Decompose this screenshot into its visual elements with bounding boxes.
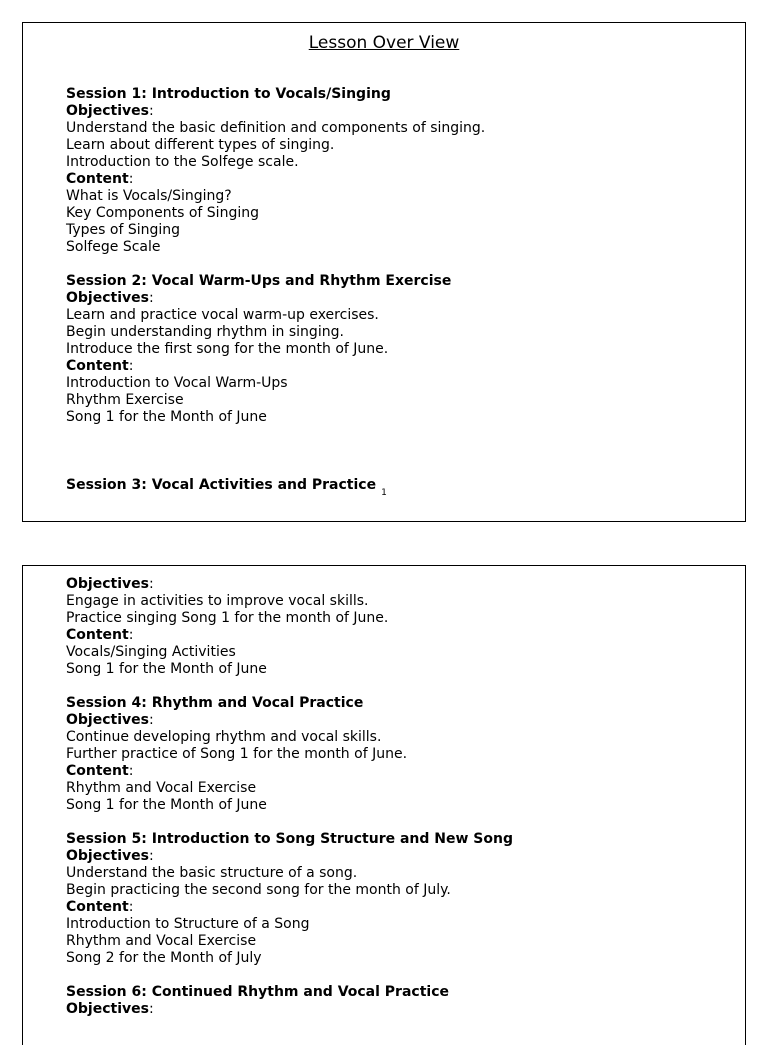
spacer xyxy=(66,814,725,831)
objectives-label: Objectives xyxy=(66,576,149,592)
spacer xyxy=(66,678,725,695)
session-1-content-heading: Content: xyxy=(66,171,134,187)
session-4-objective: Continue developing rhythm and vocal skills. xyxy=(66,729,382,745)
session-2-content-item: Song 1 for the Month of June xyxy=(66,409,267,425)
objectives-label: Objectives xyxy=(66,103,149,119)
objectives-label: Objectives xyxy=(66,848,149,864)
session-1-content-item: Types of Singing xyxy=(66,222,181,238)
session-3-content-item: Song 1 for the Month of June xyxy=(66,661,267,677)
spacer xyxy=(66,426,725,477)
session-2-objectives-heading: Objectives: xyxy=(66,290,154,306)
page-1-content xyxy=(66,86,725,494)
session-4-objective: Further practice of Song 1 for the month of June. xyxy=(66,746,408,762)
session-5-content-heading: Content: xyxy=(66,899,134,915)
session-3-objectives-heading: Objectives: xyxy=(66,576,154,592)
session-2-title: Session 2: Vocal Warm-Ups and Rhythm Exercise xyxy=(66,273,452,289)
document-title: Lesson Over View xyxy=(308,33,460,53)
spacer xyxy=(66,967,725,984)
session-1-objective: Learn about different types of singing. xyxy=(66,137,335,153)
objectives-label: Objectives xyxy=(66,290,149,306)
objectives-label: Objectives xyxy=(66,712,149,728)
session-4-objectives-heading: Objectives: xyxy=(66,712,154,728)
session-4-title: Session 4: Rhythm and Vocal Practice xyxy=(66,695,364,711)
session-5-content-item: Introduction to Structure of a Song xyxy=(66,916,310,932)
session-1-content-item: Solfege Scale xyxy=(66,239,161,255)
page-number: 1 xyxy=(381,488,387,498)
objectives-label: Objectives xyxy=(66,1001,149,1017)
session-2-content-item: Introduction to Vocal Warm-Ups xyxy=(66,375,288,391)
session-1-objective: Understand the basic definition and components of singing. xyxy=(66,120,486,136)
session-1-content-item: Key Components of Singing xyxy=(66,205,259,221)
content-label: Content xyxy=(66,171,129,187)
session-2-content-heading: Content: xyxy=(66,358,134,374)
content-label: Content xyxy=(66,899,129,915)
session-4-content-item: Song 1 for the Month of June xyxy=(66,797,267,813)
session-4-content-item: Rhythm and Vocal Exercise xyxy=(66,780,257,796)
session-5-content-item: Rhythm and Vocal Exercise xyxy=(66,933,257,949)
session-1-title: Session 1: Introduction to Vocals/Singing xyxy=(66,86,391,102)
spacer xyxy=(66,256,725,273)
session-2-content-item: Rhythm Exercise xyxy=(66,392,184,408)
session-2-objective: Begin understanding rhythm in singing. xyxy=(66,324,344,340)
content-label: Content xyxy=(66,763,129,779)
session-2-objective: Learn and practice vocal warm-up exercises. xyxy=(66,307,379,323)
session-1-content-item: What is Vocals/Singing? xyxy=(66,188,232,204)
document-page-1 xyxy=(22,22,746,522)
session-2-objective: Introduce the first song for the month of June. xyxy=(66,341,389,357)
session-5-content-item: Song 2 for the Month of July xyxy=(66,950,262,966)
session-4-content-heading: Content: xyxy=(66,763,134,779)
session-5-objectives-heading: Objectives: xyxy=(66,848,154,864)
session-3-title: Session 3: Vocal Activities and Practice xyxy=(66,477,377,493)
session-3-content-item: Vocals/Singing Activities xyxy=(66,644,236,660)
session-5-objective: Begin practicing the second song for the month of July. xyxy=(66,882,451,898)
session-6-objectives-heading: Objectives: xyxy=(66,1001,154,1017)
content-label: Content xyxy=(66,358,129,374)
session-1-objective: Introduction to the Solfege scale. xyxy=(66,154,299,170)
page-2-content xyxy=(66,576,725,1018)
content-label: Content xyxy=(66,627,129,643)
session-1-objectives-heading: Objectives: xyxy=(66,103,154,119)
document-page-2 xyxy=(22,565,746,1045)
session-3-objective: Engage in activities to improve vocal skills. xyxy=(66,593,369,609)
session-3-objective: Practice singing Song 1 for the month of June. xyxy=(66,610,389,626)
session-5-objective: Understand the basic structure of a song. xyxy=(66,865,358,881)
session-6-title: Session 6: Continued Rhythm and Vocal Practice xyxy=(66,984,449,1000)
session-3-content-heading: Content: xyxy=(66,627,134,643)
session-5-title: Session 5: Introduction to Song Structure and New Song xyxy=(66,831,513,847)
